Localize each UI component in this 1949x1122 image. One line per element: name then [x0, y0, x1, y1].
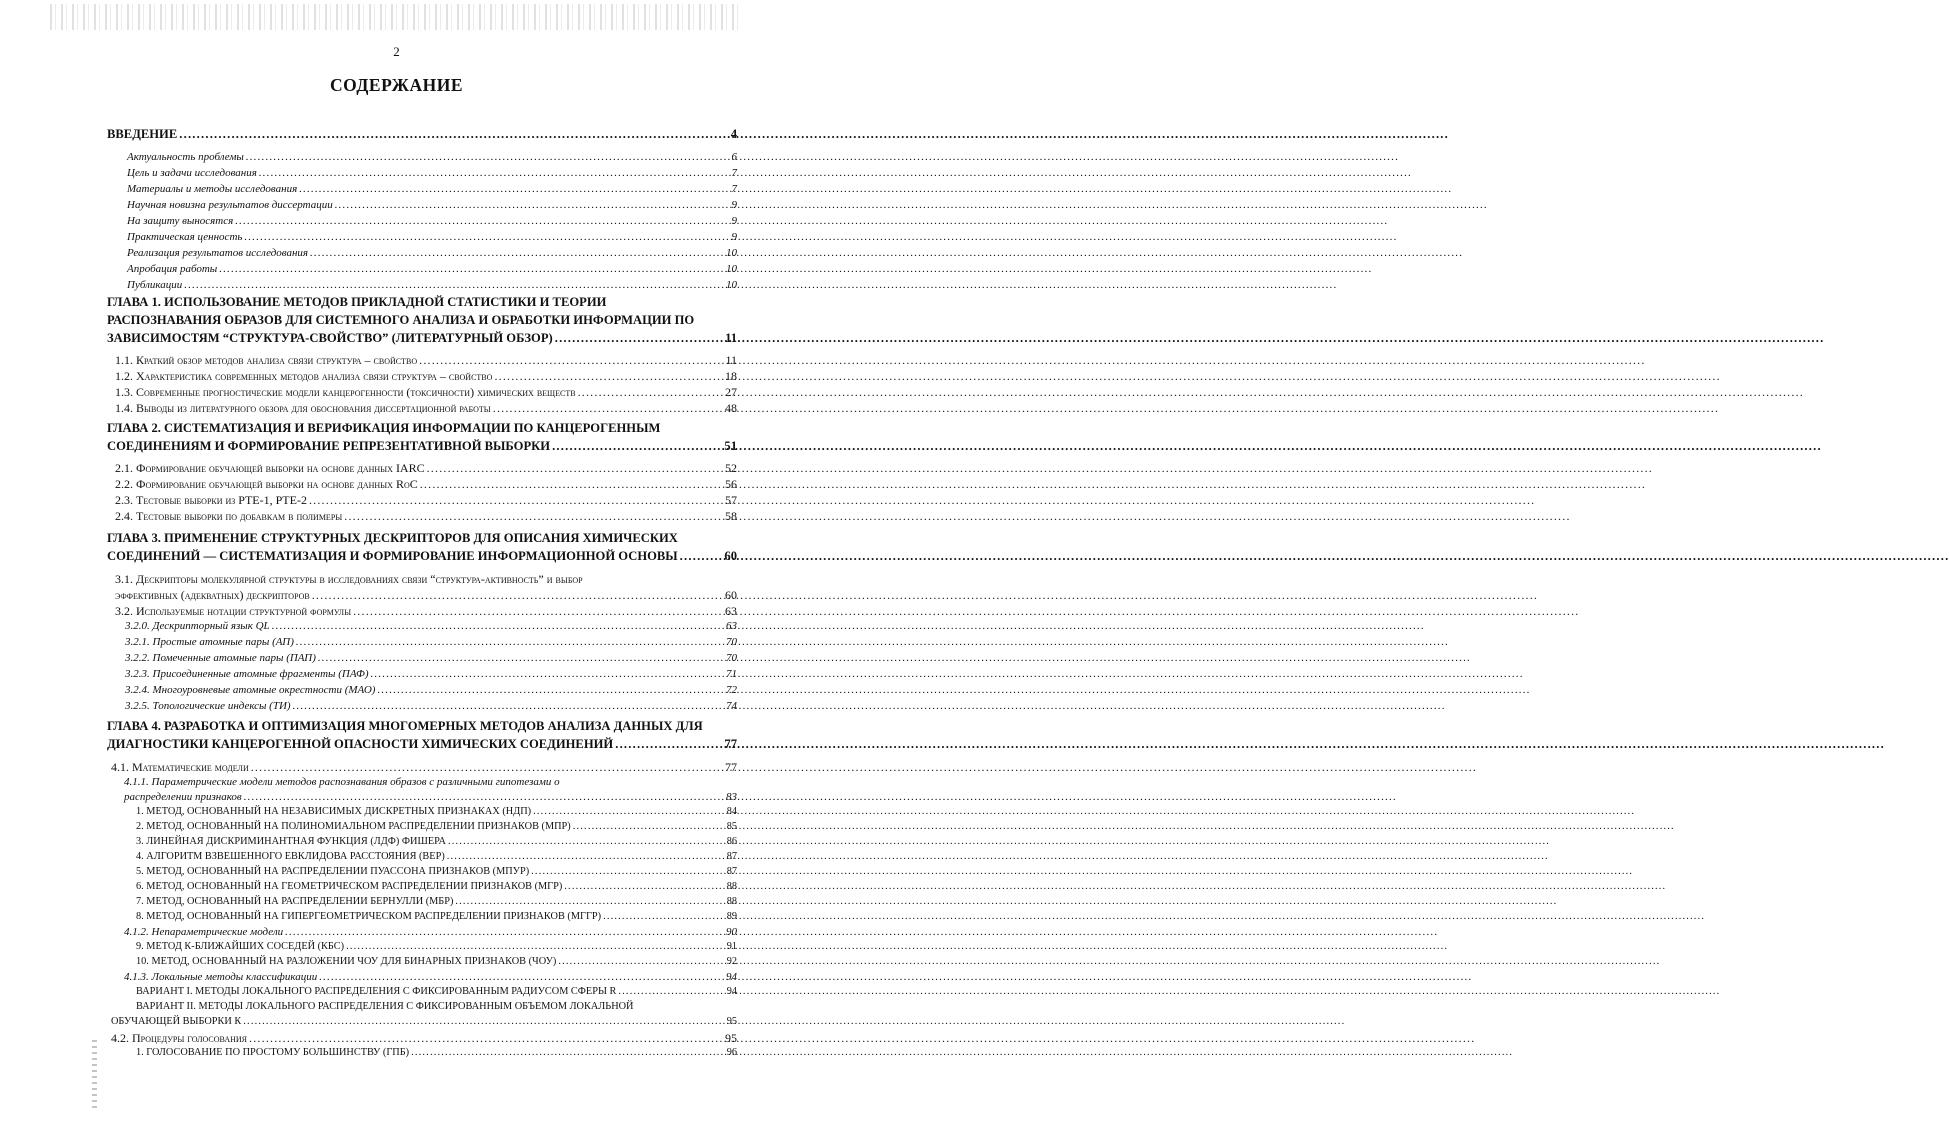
toc-entry[interactable] — [127, 232, 737, 243]
entry-label: 1. МЕТОД, ОСНОВАННЫЙ НА НЕЗАВИСИМЫХ ДИСКРЕТНЫХ ПРИЗНАКАХ (НДП) — [136, 806, 532, 817]
toc-entry[interactable] — [125, 637, 737, 648]
entry-label: На защиту выносятся — [127, 215, 234, 227]
entry-label: распределении признаков — [124, 791, 242, 803]
entry-page: 96 — [726, 1047, 737, 1058]
entry-page: 63 — [726, 620, 737, 632]
entry-page: 95 — [725, 1031, 737, 1045]
toc-entry[interactable] — [124, 972, 737, 983]
toc-entry-chapter1[interactable] — [107, 332, 737, 345]
dot-leader — [427, 462, 723, 474]
entry-page: 60 — [724, 549, 737, 563]
entry-page: 6 — [731, 151, 737, 163]
entry-page: 57 — [725, 493, 737, 507]
entry-label: Реализация результатов исследования — [127, 247, 309, 259]
entry-page: 70 — [726, 636, 737, 648]
toc-entry[interactable] — [136, 1048, 737, 1058]
toc-entry[interactable] — [127, 264, 737, 275]
toc-entry[interactable] — [127, 200, 737, 211]
toc-entry[interactable] — [127, 184, 737, 195]
entry-page: 89 — [726, 911, 737, 922]
dot-leader — [353, 605, 723, 617]
entry-page: 11 — [725, 331, 737, 345]
dot-leader — [420, 478, 723, 490]
dot-leader — [531, 867, 725, 877]
dot-leader — [179, 128, 728, 141]
dot-leader — [603, 912, 725, 922]
dot-leader — [243, 1017, 724, 1027]
dot-leader — [310, 248, 724, 259]
dot-leader — [251, 761, 723, 773]
entry-page: 9 — [731, 231, 737, 243]
dot-leader — [318, 653, 724, 664]
entry-page: 63 — [725, 604, 737, 618]
entry-label: 8. МЕТОД, ОСНОВАННЫЙ НА ГИПЕРГЕОМЕТРИЧЕСКОМ РАСПРЕДЕЛЕНИИ ПРИЗНАКОВ (МГГР) — [136, 911, 602, 922]
entry-label: Апробация работы — [127, 263, 218, 275]
toc-entry[interactable] — [136, 822, 737, 832]
toc-entry[interactable] — [136, 837, 737, 847]
entry-page: 52 — [725, 461, 737, 475]
entry-label: 3.2.1. Простые атомные пары (АП) — [125, 636, 294, 648]
entry-label: ВВЕДЕНИЕ — [107, 127, 178, 141]
entry-page: 9 — [731, 215, 737, 227]
binding-marks — [92, 1040, 97, 1110]
entry-page: 87 — [726, 866, 737, 877]
entry-page: 9 — [731, 199, 737, 211]
entry-page: 71 — [726, 668, 737, 680]
toc-entry[interactable] — [136, 912, 737, 922]
dot-leader — [312, 589, 723, 601]
dot-leader — [371, 669, 724, 680]
dot-leader — [309, 494, 723, 506]
toc-entry[interactable] — [136, 852, 737, 862]
entry-label: 4.2. Процедуры голосования — [111, 1031, 248, 1045]
entry-page: 18 — [725, 369, 737, 383]
entry-label: 3.2. Используемые нотации структурной формулы — [115, 604, 352, 618]
entry-label: 4. АЛГОРИТМ ВЗВЕШЕННОГО ЕВКЛИДОВА РАССТОЯНИЯ (ВЕР) — [136, 851, 445, 862]
dot-leader — [558, 957, 724, 967]
entry-label: Научная новизна результатов диссертации — [127, 199, 333, 211]
entry-label: СОЕДИНЕНИЯМ И ФОРМИРОВАНИЕ РЕПРЕЗЕНТАТИВНОЙ ВЫБОРКИ — [107, 439, 551, 453]
toc-entry-variant2-line1: ВАРИАНТ II. МЕТОДЫ ЛОКАЛЬНОГО РАСПРЕДЕЛЕНИЯ С ФИКСИРОВАННЫМ ОБЪЕМОМ ЛОКАЛЬНОЙ — [136, 1001, 634, 1012]
entry-page: 27 — [725, 385, 737, 399]
entry-page: 83 — [726, 791, 737, 803]
entry-page: 87 — [726, 851, 737, 862]
toc-entry[interactable] — [115, 386, 737, 398]
entry-label: Цель и задачи исследования — [127, 167, 257, 179]
entry-label: 1. ГОЛОСОВАНИЕ ПО ПРОСТОМУ БОЛЬШИНСТВУ (ГПБ) — [136, 1047, 410, 1058]
chapter3-heading-line1: ГЛАВА 3. ПРИМЕНЕНИЕ СТРУКТУРНЫХ ДЕСКРИПТОРОВ ДЛЯ ОПИСАНИЯ ХИМИЧЕСКИХ — [107, 531, 678, 545]
entry-label: 7. МЕТОД, ОСНОВАННЫЙ НА РАСПРЕДЕЛЕНИИ БЕРНУЛЛИ (МБР) — [136, 896, 454, 907]
entry-page: 10 — [726, 279, 737, 291]
dot-leader — [259, 168, 730, 179]
toc-entry[interactable] — [115, 370, 737, 382]
entry-page: 95 — [726, 1016, 737, 1027]
toc-entry[interactable] — [115, 478, 737, 490]
entry-label: 1.2. Характеристика современных методов анализа связи структура – свойство — [115, 369, 493, 383]
toc-entry[interactable] — [136, 867, 737, 877]
entry-label: ДИАГНОСТИКИ КАНЦЕРОГЕННОЙ ОПАСНОСТИ ХИМИЧЕСКИХ СОЕДИНЕНИЙ — [107, 737, 614, 751]
entry-label: 10. МЕТОД, ОСНОВАННЫЙ НА РАЗЛОЖЕНИИ ЧОУ ДЛЯ БИНАРНЫХ ПРИЗНАКОВ (ЧОУ) — [136, 956, 557, 967]
dot-leader — [219, 264, 724, 275]
entry-page: 4 — [730, 127, 737, 141]
entry-page: 10 — [726, 263, 737, 275]
entry-label: 4.1. Математические модели — [111, 760, 249, 774]
entry-page: 74 — [726, 700, 737, 712]
toc-entry-chapter3[interactable] — [107, 550, 737, 563]
entry-label: СОЕДИНЕНИЙ — СИСТЕМАТИЗАЦИЯ И ФОРМИРОВАНИЕ ИНФОРМАЦИОННОЙ ОСНОВЫ — [107, 549, 678, 563]
entry-label: 3.2.0. Дескрипторный язык QL — [125, 620, 270, 632]
entry-page: 88 — [726, 881, 737, 892]
entry-page: 72 — [726, 684, 737, 696]
entry-label: 2. МЕТОД, ОСНОВАННЫЙ НА ПОЛИНОМИАЛЬНОМ РАСПРЕДЕЛЕНИИ ПРИЗНАКОВ (МПР) — [136, 821, 571, 832]
dot-leader — [618, 987, 724, 997]
dot-leader — [419, 354, 723, 366]
entry-label: Практическая ценность — [127, 231, 243, 243]
toc-entry[interactable] — [136, 987, 737, 997]
toc-entry[interactable] — [125, 701, 737, 712]
entry-label: 3.2.3. Присоединенные атомные фрагменты (ПАФ) — [125, 668, 369, 680]
entry-label: 6. МЕТОД, ОСНОВАННЫЙ НА ГЕОМЕТРИЧЕСКОМ РАСПРЕДЕЛЕНИИ ПРИЗНАКОВ (МГР) — [136, 881, 563, 892]
entry-label: 2.2. Формирование обучающей выборки на основе данных RoC — [115, 477, 418, 491]
entry-label: 3.2.5. Топологические индексы (ТИ) — [125, 700, 291, 712]
chapter4-heading-line1: ГЛАВА 4. РАЗРАБОТКА И ОПТИМИЗАЦИЯ МНОГОМЕРНЫХ МЕТОДОВ АНАЛИЗА ДАННЫХ ДЛЯ — [107, 719, 703, 733]
dot-leader — [533, 807, 725, 817]
entry-page: 58 — [725, 509, 737, 523]
dot-leader — [335, 200, 730, 211]
dot-leader — [244, 232, 729, 243]
entry-label: Актуальность проблемы — [127, 151, 244, 163]
page-number: 2 — [393, 44, 400, 59]
entry-label: Публикации — [127, 279, 183, 291]
entry-page: 11 — [725, 353, 737, 367]
toc-entry[interactable] — [125, 653, 737, 664]
entry-label: 1.1. Краткий обзор методов анализа связи структура – свойство — [115, 353, 418, 367]
entry-page: 91 — [726, 941, 737, 952]
dot-leader — [285, 927, 724, 938]
dot-leader — [578, 386, 723, 398]
toc-entry[interactable] — [136, 897, 737, 907]
dot-leader — [344, 510, 723, 522]
dot-leader — [246, 152, 730, 163]
entry-page: 94 — [726, 986, 737, 997]
dot-leader — [564, 882, 724, 892]
toc-entry[interactable] — [115, 494, 737, 506]
toc-entry-chapter4[interactable] — [107, 738, 737, 751]
toc-entry[interactable] — [127, 248, 737, 259]
chapter2-heading-line1: ГЛАВА 2. СИСТЕМАТИЗАЦИЯ И ВЕРИФИКАЦИЯ ИНФОРМАЦИИ ПО КАНЦЕРОГЕННЫМ — [107, 421, 661, 435]
entry-label: 4.1.3. Локальные методы классификации — [124, 971, 318, 983]
toc-entry-intro[interactable] — [107, 128, 737, 141]
dot-leader — [293, 701, 724, 712]
dot-leader — [299, 184, 729, 195]
entry-page: 60 — [725, 588, 737, 602]
dot-leader — [296, 637, 724, 648]
dot-leader — [184, 280, 724, 291]
toc-entry[interactable] — [124, 927, 737, 938]
entry-page: 94 — [726, 971, 737, 983]
toc-entry[interactable] — [127, 152, 737, 163]
dot-leader — [493, 402, 723, 414]
entry-page: 86 — [726, 836, 737, 847]
dot-leader — [411, 1048, 725, 1058]
entry-label: Материалы и методы исследования — [127, 183, 298, 195]
toc-entry[interactable] — [125, 621, 737, 632]
toc-entry[interactable] — [127, 168, 737, 179]
entry-page: 84 — [726, 806, 737, 817]
toc-entry-4-1-1-line1: 4.1.1. Параметрические модели методов распознавания образов с различными гипотезами о — [124, 776, 560, 788]
dot-leader — [249, 1032, 723, 1044]
entry-page: 7 — [731, 183, 737, 195]
toc-entry-3-1-line1: 3.1. Дескрипторы молекулярной структуры в исследованиях связи “структура-активность” и выбор — [115, 572, 583, 586]
entry-label: 3.2.2. Помеченные атомные пары (ПАП) — [125, 652, 316, 664]
toc-entry[interactable] — [115, 589, 737, 601]
toc-entry[interactable] — [136, 882, 737, 892]
toc-entry[interactable] — [115, 462, 737, 474]
toc-entry[interactable] — [124, 792, 737, 803]
dot-leader — [615, 738, 722, 751]
entry-page: 77 — [724, 737, 737, 751]
dot-leader — [272, 621, 724, 632]
toc-entry[interactable] — [115, 354, 737, 366]
dot-leader — [494, 370, 723, 382]
entry-label: 4.1.2. Непараметрические модели — [124, 926, 284, 938]
toc-entry[interactable] — [111, 761, 737, 773]
dot-leader — [235, 216, 729, 227]
dot-leader — [346, 942, 725, 952]
toc-entry[interactable] — [111, 1017, 737, 1027]
entry-page: 10 — [726, 247, 737, 259]
entry-page: 77 — [725, 760, 737, 774]
toc-entry[interactable] — [125, 669, 737, 680]
dot-leader — [680, 550, 723, 563]
toc-entry[interactable] — [111, 1032, 737, 1044]
toc-entry[interactable] — [127, 216, 737, 227]
scan-noise — [50, 4, 740, 30]
entry-label: ВАРИАНТ I. МЕТОДЫ ЛОКАЛЬНОГО РАСПРЕДЕЛЕНИЯ С ФИКСИРОВАННЫМ РАДИУСОМ СФЕРЫ R — [136, 986, 617, 997]
toc-entry-chapter2[interactable] — [107, 440, 737, 453]
toc-entry[interactable] — [136, 942, 737, 952]
page-title: СОДЕРЖАНИЕ — [329, 75, 463, 95]
chapter1-heading-line1: ГЛАВА 1. ИСПОЛЬЗОВАНИЕ МЕТОДОВ ПРИКЛАДНОЙ СТАТИСТИКИ И ТЕОРИИ — [107, 295, 607, 309]
entry-page: 85 — [726, 821, 737, 832]
entry-page: 7 — [731, 167, 737, 179]
entry-page: 56 — [725, 477, 737, 491]
toc-entry[interactable] — [115, 605, 737, 617]
entry-page: 90 — [726, 926, 737, 938]
entry-label: 5. МЕТОД, ОСНОВАННЫЙ НА РАСПРЕДЕЛЕНИИ ПУАССОНА ПРИЗНАКОВ (МПУР) — [136, 866, 530, 877]
chapter1-heading-line2: РАСПОЗНАВАНИЯ ОБРАЗОВ ДЛЯ СИСТЕМНОГО АНАЛИЗА И ОБРАБОТКИ ИНФОРМАЦИИ ПО — [107, 313, 695, 327]
dot-leader — [573, 822, 725, 832]
entry-label: 9. МЕТОД К-БЛИЖАЙШИХ СОСЕДЕЙ (КБС) — [136, 941, 345, 952]
entry-label: 2.4. Тестовые выборки по добавкам в полимеры — [115, 509, 343, 523]
entry-label: 2.1. Формирование обучающей выборки на основе данных IARC — [115, 461, 425, 475]
entry-page: 70 — [726, 652, 737, 664]
entry-label: эффективных (адекватных) дескрипторов — [115, 588, 310, 602]
toc-entry[interactable] — [125, 685, 737, 696]
dot-leader — [455, 897, 724, 907]
entry-label: ОБУЧАЮЩЕЙ ВЫБОРКИ К — [111, 1016, 242, 1027]
entry-label: ЗАВИСИМОСТЯМ “СТРУКТУРА-СВОЙСТВО” (ЛИТЕРАТУРНЫЙ ОБЗОР) — [107, 331, 553, 345]
dot-leader — [448, 837, 725, 847]
dot-leader — [319, 972, 724, 983]
entry-page: 51 — [724, 439, 737, 453]
entry-label: 1.4. Выводы из литературного обзора для обоснования диссертационной работы — [115, 401, 491, 415]
dot-leader — [244, 792, 724, 803]
toc-entry[interactable] — [136, 957, 737, 967]
entry-page: 48 — [725, 401, 737, 415]
dot-leader — [552, 440, 722, 453]
entry-label: 3.2.4. Многоуровневые атомные окрестности (МАО) — [125, 684, 376, 696]
toc-entry[interactable] — [136, 807, 737, 817]
entry-label: 2.3. Тестовые выборки из PTE-1, PTE-2 — [115, 493, 307, 507]
entry-label: 3. ЛИНЕЙНАЯ ДИСКРИМИНАНТНАЯ ФУНКЦИЯ (ЛДФ) ФИШЕРА — [136, 836, 446, 847]
dot-leader — [555, 332, 723, 345]
entry-label: 1.3. Современные прогностические модели канцерогенности (токсичности) химических веществ — [115, 385, 576, 399]
entry-page: 92 — [726, 956, 737, 967]
dot-leader — [377, 685, 724, 696]
entry-page: 88 — [726, 896, 737, 907]
toc-entry[interactable] — [115, 402, 737, 414]
dot-leader — [447, 852, 725, 862]
toc-entry[interactable] — [127, 280, 737, 291]
toc-entry[interactable] — [115, 510, 737, 522]
